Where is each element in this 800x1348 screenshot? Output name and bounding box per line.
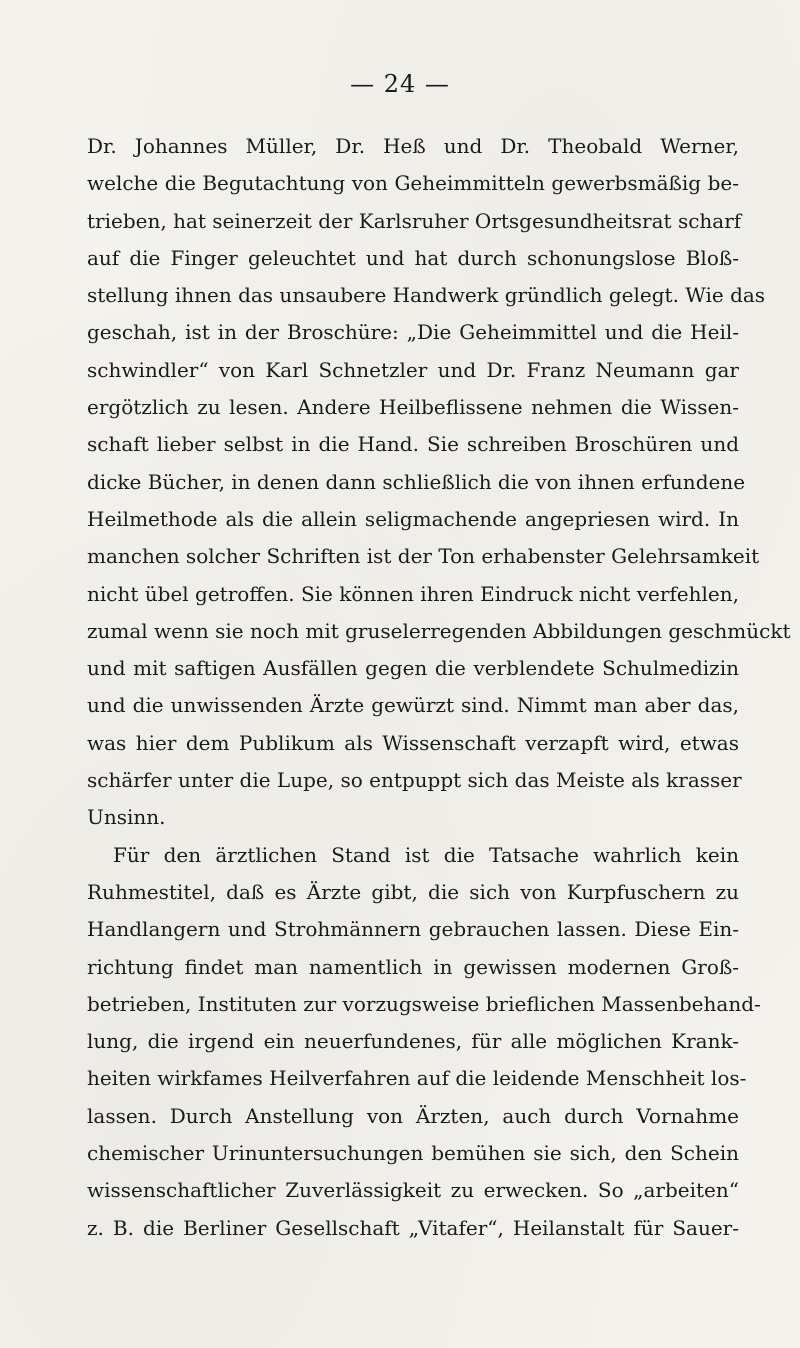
text-line: z. B. die Berliner Gesellschaft „Vitafer“, Heilanstalt für Sauer- [87,1215,739,1240]
text-line: manchen solcher Schriften ist der Ton erhabenster Gelehrsamkeit [87,544,760,569]
paragraph-2 [87,837,761,1247]
text-line: zumal wenn sie noch mit gruselerregenden Abbildungen geschmückt [87,618,791,643]
text-line: nicht übel getroffen. Sie können ihren Eindruck nicht verfehlen, [87,581,739,606]
text-line: dicke Bücher, in denen dann schließlich die von ihnen erfundene [87,469,746,494]
text-line: geschah, ist in der Broschüre: „Die Geheimmittel und die Heil- [87,320,739,345]
text-line: Handlangern und Strohmännern gebrauchen lassen. Diese Ein- [87,917,739,942]
text-line: ergötzlich zu lesen. Andere Heilbeflissene nehmen die Wissen- [87,395,739,420]
text-line: Heilmethode als die allein seligmachende angepriesen wird. In [87,506,739,531]
text-line: Dr. Johannes Müller, Dr. Heß und Dr. Theobald Werner, [87,134,739,158]
text-line: welche die Begutachtung von Geheimmitteln gewerbsmäßig be- [87,171,739,196]
text-line: betrieben, Instituten zur vorzugsweise brieflichen Massenbehand- [87,991,761,1016]
text-line: und mit saftigen Ausfällen gegen die verblendete Schulmedizin [87,656,739,681]
text-line: lung, die irgend ein neuerfundenes, für alle möglichen Krank- [87,1029,739,1054]
text-line: schaft lieber selbst in die Hand. Sie schreiben Broschüren und [87,432,739,457]
body-text [87,128,791,1247]
text-line: und die unwissenden Ärzte gewürzt sind. Nimmt man aber das, [87,693,739,718]
page-number: — 24 — [350,70,450,98]
text-line: stellung ihnen das unsaubere Handwerk gründlich gelegt. Wie das [87,283,766,308]
text-line: Unsinn. [87,805,166,830]
text-line: chemischer Urinuntersuchungen bemühen sie sich, den Schein [87,1141,739,1166]
text-line: schärfer unter die Lupe, so entpuppt sich das Meiste als krasser [87,768,742,793]
text-line: Für den ärztlichen Stand ist die Tatsache wahrlich kein [113,842,739,867]
paragraph-1 [87,128,791,837]
text-line: wissenschaftlicher Zuverlässigkeit zu erwecken. So „arbeiten“ [87,1178,739,1203]
text-line: was hier dem Publikum als Wissenschaft verzapft wird, etwas [87,730,739,755]
text-line: lassen. Durch Anstellung von Ärzten, auch durch Vornahme [87,1103,739,1128]
text-line: auf die Finger geleuchtet und hat durch schonungslose Bloß- [87,245,739,270]
text-line: heiten wirkfames Heilverfahren auf die leidende Menschheit los- [87,1066,747,1091]
text-line: trieben, hat seinerzeit der Karlsruher Ortsgesundheitsrat scharf [87,208,742,233]
text-line: schwindler“ von Karl Schnetzler und Dr. Franz Neumann gar [87,357,739,382]
text-line: Ruhmestitel, daß es Ärzte gibt, die sich von Kurpfuschern zu [87,879,739,904]
text-line: richtung findet man namentlich in gewissen modernen Groß- [87,954,739,979]
